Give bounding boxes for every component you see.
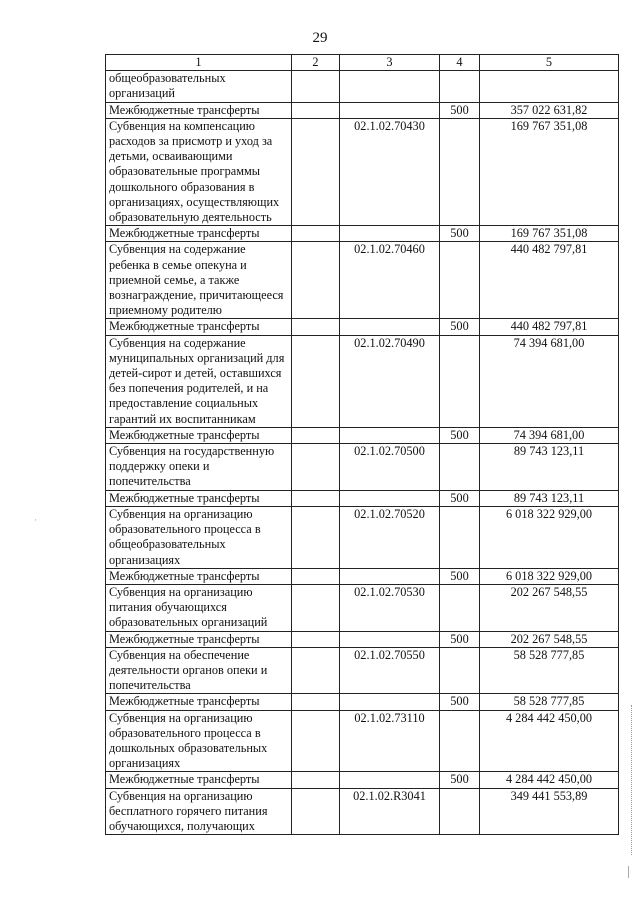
table-row [106,319,619,335]
row-amount-cell: 89 743 123,11 [480,444,619,491]
row-kind-cell: 500 [440,319,480,335]
row-code-cell: 02.1.02.73110 [340,710,440,772]
table-body [106,71,619,835]
row-name-cell: Субвенция на организацию питания обучающихся образовательных организаций [106,584,292,631]
column-header-5: 5 [480,55,619,71]
table-row [106,710,619,772]
row-kind-cell [440,118,480,225]
row-code-cell [340,102,440,118]
row-col2-cell [292,427,340,443]
row-kind-cell [440,242,480,319]
column-header-2: 2 [292,55,340,71]
row-amount-cell: 4 284 442 450,00 [480,772,619,788]
budget-table [105,54,619,835]
table-row [106,242,619,319]
row-col2-cell [292,694,340,710]
column-header-4: 4 [440,55,480,71]
row-kind-cell: 500 [440,631,480,647]
row-code-cell: 02.1.02.70460 [340,242,440,319]
table-row [106,71,619,102]
row-col2-cell [292,118,340,225]
scan-edge-mark-bottom [628,866,635,878]
page-number: 29 [312,30,328,46]
row-code-cell: 02.1.02.70490 [340,335,440,427]
table-row [106,647,619,694]
row-kind-cell [440,788,480,835]
column-header-3: 3 [340,55,440,71]
table-row [106,427,619,443]
row-kind-cell: 500 [440,427,480,443]
row-code-cell [340,427,440,443]
table-row [106,631,619,647]
row-col2-cell [292,631,340,647]
row-code-cell [340,490,440,506]
row-code-cell [340,694,440,710]
row-kind-cell: 500 [440,772,480,788]
row-name-cell: Субвенция на обеспечение деятельности органов опеки и попечительства [106,647,292,694]
row-code-cell [340,568,440,584]
row-name-cell: Межбюджетные трансферты [106,631,292,647]
row-code-cell [340,772,440,788]
row-name-cell: Межбюджетные трансферты [106,694,292,710]
row-amount-cell: 6 018 322 929,00 [480,506,619,568]
row-name-cell: Межбюджетные трансферты [106,102,292,118]
row-name-cell: Межбюджетные трансферты [106,772,292,788]
row-code-cell: 02.1.02.70500 [340,444,440,491]
row-amount-cell: 74 394 681,00 [480,427,619,443]
row-kind-cell: 500 [440,694,480,710]
row-kind-cell [440,71,480,102]
row-col2-cell [292,71,340,102]
row-name-cell: Субвенция на содержание ребенка в семье опекуна и приемной семье, а также вознаграждение, причитающееся приемному родителю [106,242,292,319]
row-col2-cell [292,226,340,242]
scan-edge-mark [631,705,635,855]
row-col2-cell [292,788,340,835]
table-row [106,772,619,788]
row-name-cell: общеобразовательных организаций [106,71,292,102]
table-row [106,444,619,491]
row-kind-cell [440,506,480,568]
table-row [106,788,619,835]
row-code-cell: 02.1.02.70520 [340,506,440,568]
row-amount-cell: 58 528 777,85 [480,647,619,694]
table-row [106,506,619,568]
row-amount-cell: 440 482 797,81 [480,319,619,335]
row-col2-cell [292,506,340,568]
row-name-cell: Межбюджетные трансферты [106,226,292,242]
row-kind-cell [440,444,480,491]
row-kind-cell: 500 [440,102,480,118]
row-code-cell: 02.1.02.70530 [340,584,440,631]
margin-mark: · [34,515,37,525]
table-row [106,102,619,118]
row-name-cell: Субвенция на содержание муниципальных организаций для детей-сирот и детей, оставшихся без попечения родителей, и на предоставление социальных гарантий их воспитанникам [106,335,292,427]
row-code-cell: 02.1.02.70430 [340,118,440,225]
row-code-cell [340,319,440,335]
row-amount-cell: 357 022 631,82 [480,102,619,118]
row-name-cell: Субвенция на организацию бесплатного горячего питания обучающихся, получающих [106,788,292,835]
table-row [106,335,619,427]
row-amount-cell: 349 441 553,89 [480,788,619,835]
row-amount-cell: 202 267 548,55 [480,631,619,647]
table-row [106,490,619,506]
row-col2-cell [292,319,340,335]
row-kind-cell [440,647,480,694]
row-col2-cell [292,568,340,584]
row-amount-cell: 74 394 681,00 [480,335,619,427]
row-amount-cell: 4 284 442 450,00 [480,710,619,772]
row-kind-cell [440,584,480,631]
row-name-cell: Межбюджетные трансферты [106,568,292,584]
row-code-cell: 02.1.02.R3041 [340,788,440,835]
row-kind-cell: 500 [440,568,480,584]
row-kind-cell: 500 [440,226,480,242]
row-name-cell: Межбюджетные трансферты [106,319,292,335]
row-name-cell: Субвенция на организацию образовательного процесса в дошкольных образовательных организациях [106,710,292,772]
row-name-cell: Межбюджетные трансферты [106,427,292,443]
table-row [106,694,619,710]
row-amount-cell: 89 743 123,11 [480,490,619,506]
row-amount-cell: 58 528 777,85 [480,694,619,710]
row-col2-cell [292,647,340,694]
row-col2-cell [292,772,340,788]
row-code-cell [340,71,440,102]
row-amount-cell [480,71,619,102]
row-amount-cell: 169 767 351,08 [480,226,619,242]
table-row [106,118,619,225]
row-name-cell: Субвенция на организацию образовательного процесса в общеобразовательных организациях [106,506,292,568]
row-col2-cell [292,490,340,506]
row-col2-cell [292,335,340,427]
column-number-row [106,55,619,71]
row-name-cell: Субвенция на государственную поддержку опеки и попечительства [106,444,292,491]
table-row [106,584,619,631]
row-kind-cell: 500 [440,490,480,506]
row-amount-cell: 6 018 322 929,00 [480,568,619,584]
table-row [106,568,619,584]
row-code-cell [340,631,440,647]
row-kind-cell [440,335,480,427]
row-kind-cell [440,710,480,772]
row-col2-cell [292,102,340,118]
row-col2-cell [292,710,340,772]
column-header-1: 1 [106,55,292,71]
row-amount-cell: 202 267 548,55 [480,584,619,631]
row-code-cell [340,226,440,242]
row-amount-cell: 440 482 797,81 [480,242,619,319]
row-code-cell: 02.1.02.70550 [340,647,440,694]
row-col2-cell [292,242,340,319]
row-amount-cell: 169 767 351,08 [480,118,619,225]
row-name-cell: Межбюджетные трансферты [106,490,292,506]
row-name-cell: Субвенция на компенсацию расходов за присмотр и уход за детьми, осваивающими образовательные программы дошкольного образования в организациях, осуществляющих образовательную деятельность [106,118,292,225]
row-col2-cell [292,584,340,631]
table-row [106,226,619,242]
row-col2-cell [292,444,340,491]
